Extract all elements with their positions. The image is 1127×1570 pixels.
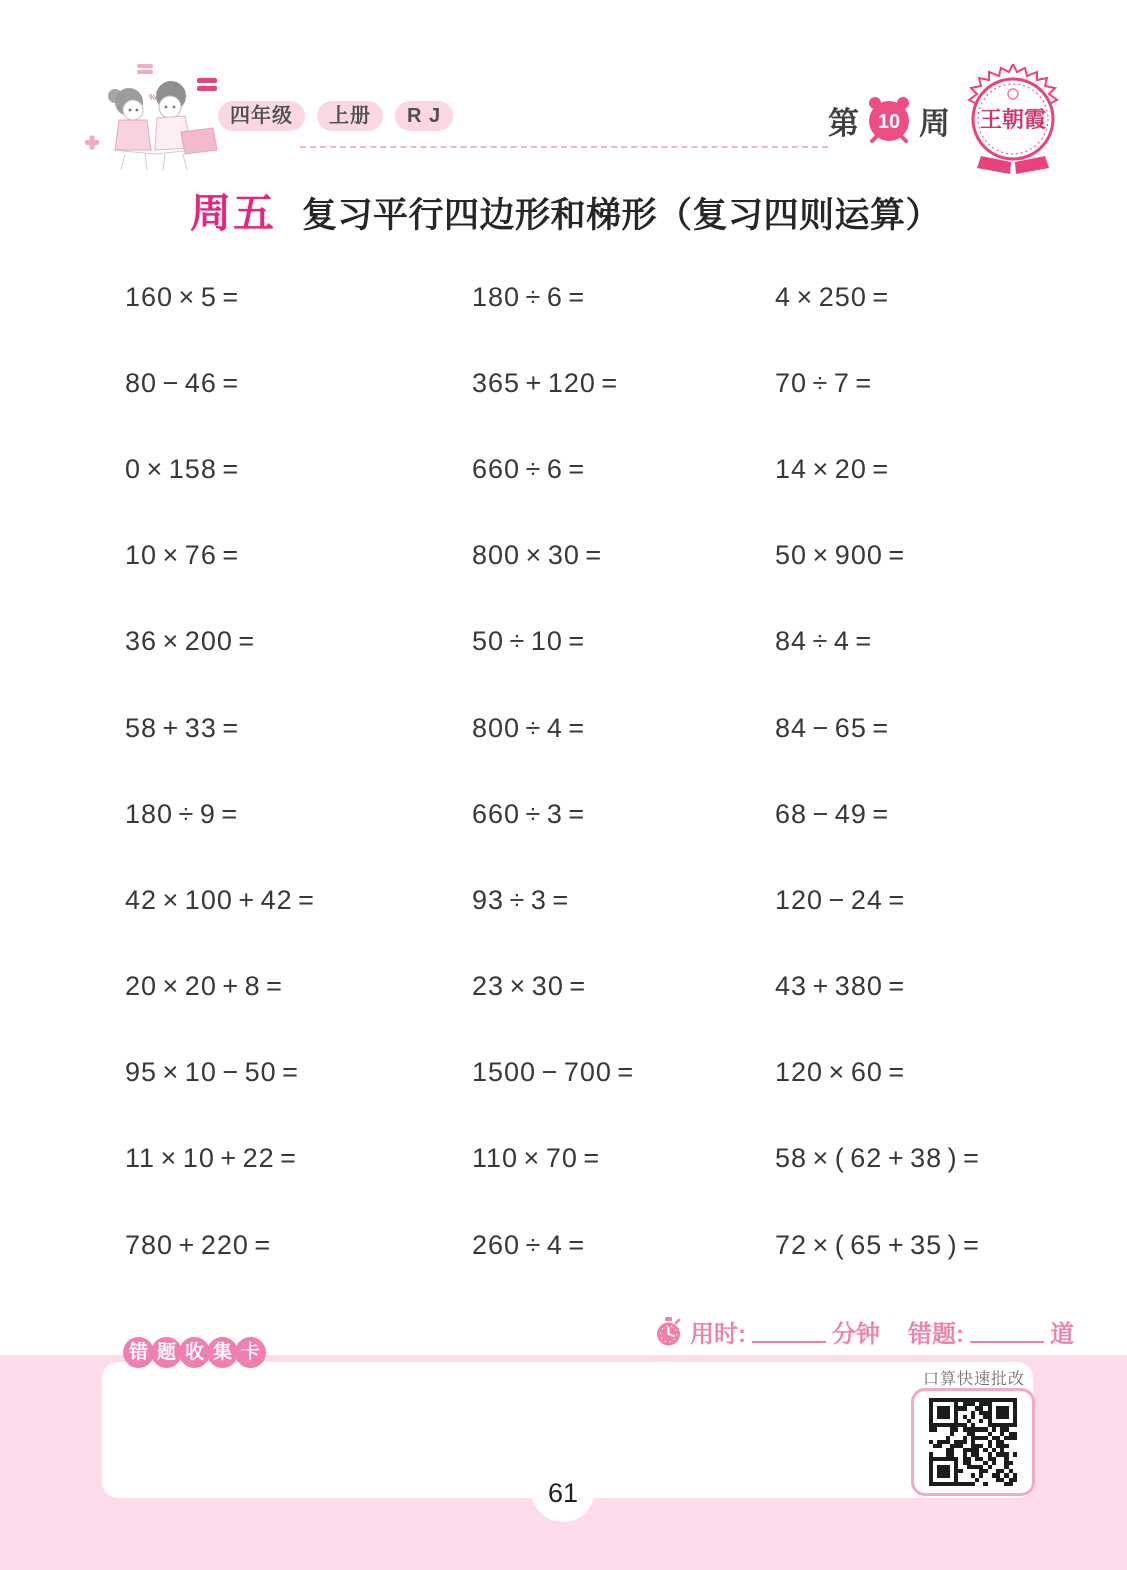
problem-expression: 50 × 900 = [775,540,906,571]
page-title [190,180,941,239]
header-divider [300,146,828,148]
grade-badges [218,101,453,131]
qr-caption: 口算快速批改 [922,1371,1025,1388]
time-unit: 分钟 [832,1321,880,1348]
time-label: 用时: [690,1321,746,1348]
problem-expression: 780 + 220 = [125,1229,272,1260]
collection-card-char: 题 [151,1337,182,1368]
problem-expression: 20 × 20 + 8 = [125,971,283,1002]
problem-expression: 800 ÷ 4 = [472,712,586,743]
problem-expression: 58 + 33 = [125,712,240,743]
collection-card-char: 卡 [235,1337,266,1368]
time-blank[interactable] [752,1321,826,1343]
alarm-clock-icon [865,96,913,144]
problem-expression: 36 × 200 = [125,626,256,657]
problem-expression: 23 × 30 = [472,971,587,1002]
problem-expression: 84 ÷ 4 = [775,626,873,657]
problem-expression: 11 × 10 + 22 = [125,1143,297,1174]
brand-seal [963,64,1063,174]
problem-expression: 72 × ( 65 + 35 ) = [775,1229,980,1260]
problem-expression: 260 ÷ 4 = [472,1229,586,1260]
svg-text:· · · · · ·: · · · · · · [1002,136,1024,142]
wrong-unit: 道 [1050,1321,1074,1348]
problem-expression: 43 + 380 = [775,971,906,1002]
collection-card-char: 集 [207,1337,238,1368]
problem-expression: 70 ÷ 7 = [775,367,873,398]
wrong-blank[interactable] [970,1321,1044,1343]
problem-expression: 42 × 100 + 42 = [125,884,315,915]
problem-expression: 50 ÷ 10 = [472,626,586,657]
grade-badge: 上册 [317,101,383,131]
problem-expression: 180 ÷ 9 = [125,798,239,829]
problem-expression: 10 × 76 = [125,540,240,571]
svg-text:王朝霞: 王朝霞 [979,107,1047,132]
kids-illustration [85,58,240,173]
problem-expression: 58 × ( 62 + 38 ) = [775,1143,980,1174]
collection-card-label [123,1337,263,1368]
collection-card-char: 收 [179,1337,210,1368]
problem-expression: 660 ÷ 6 = [472,453,586,484]
week-label [828,96,950,144]
grade-badge: 四年级 [218,101,305,131]
qr-box [911,1388,1035,1496]
problems-grid [125,254,1015,1288]
problem-expression: 160 × 5 = [125,281,240,312]
problem-expression: 80 − 46 = [125,367,240,398]
problem-expression: 4 × 250 = [775,281,890,312]
problem-expression: 120 × 60 = [775,1057,906,1088]
problem-expression: 120 − 24 = [775,884,906,915]
problem-expression: 365 + 120 = [472,367,619,398]
page-number: 61 [547,1478,579,1508]
problem-expression: 180 ÷ 6 = [472,281,586,312]
title-day: 周五 [190,190,276,236]
problem-expression: 1500 − 700 = [472,1057,635,1088]
svg-text:÷: ÷ [173,81,178,90]
week-prefix: 第 [828,105,859,141]
wrong-label: 错题: [908,1321,964,1348]
qr-code[interactable] [929,1398,1017,1486]
svg-text:%: % [149,93,157,102]
problem-expression: 95 × 10 − 50 = [125,1057,299,1088]
week-suffix: 周 [919,105,950,141]
problem-expression: 84 − 65 = [775,712,890,743]
problem-expression: 14 × 20 = [775,453,890,484]
timer-row [655,1314,1074,1349]
problem-expression: 0 × 158 = [125,453,240,484]
problem-expression: 68 − 49 = [775,798,890,829]
svg-text:10: 10 [877,111,901,133]
title-text: 复习平行四边形和梯形（复习四则运算） [302,196,942,235]
problem-expression: 660 ÷ 3 = [472,798,586,829]
problem-expression: 110 × 70 = [472,1143,601,1174]
grade-badge: R J [395,101,453,131]
problem-expression: 93 ÷ 3 = [472,884,570,915]
stopwatch-icon [655,1317,682,1347]
collection-card-char: 错 [123,1337,154,1368]
problem-expression: 800 × 30 = [472,540,603,571]
